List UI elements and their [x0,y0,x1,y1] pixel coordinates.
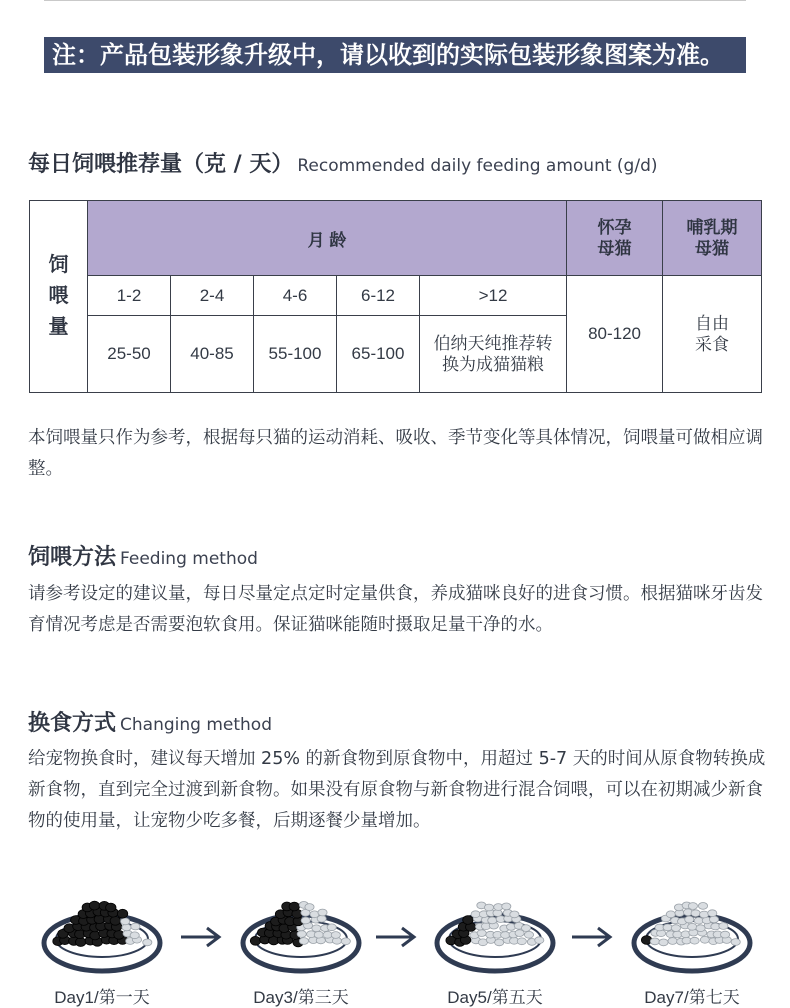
age-cell: 2-4 [171,276,254,316]
new-food-kibble [510,911,519,918]
new-food-kibble [131,923,140,930]
feeding-amount-note: 本饲喂量只作为参考，根据每只猫的运动消耗、吸收、季节变化等具体情况，饲喂量可做相应调整。 [28,428,763,479]
changing-method-heading [28,706,272,737]
new-food-kibble [700,936,709,943]
nursing-header-text: 哺乳期母猫 [686,218,738,258]
new-food-kibble [477,930,486,937]
old-food-kibble [76,938,86,947]
old-food-kibble [289,902,299,911]
new-food-kibble [517,938,526,945]
new-food-kibble [341,938,350,945]
new-food-kibble [121,918,130,925]
old-food-kibble [463,916,473,925]
feeding-amount-row-header [30,201,88,393]
new-food-kibble [721,931,730,938]
new-food-kibble [663,924,672,931]
new-food-kibble [130,932,139,939]
changing-method-title-cn: 换食方式 [28,711,117,736]
new-food-kibble [691,910,700,917]
age-cell: 4-6 [254,276,337,316]
new-food-kibble [299,938,308,945]
amount-cell: 25-50 [88,316,171,393]
packaging-notice-banner: 注：产品包装形象升级中，请以收到的实际包装形象图案为准。 [44,37,746,73]
old-food-kibble [117,909,127,918]
new-food-kibble [700,911,709,918]
new-food-kibble [709,916,718,923]
new-food-kibble [666,911,675,918]
new-food-kibble [688,903,697,910]
daily-feeding-title-en: Recommended daily feeding amount (g/d) [297,156,658,176]
step-label-day3: Day3/第三天 [253,988,349,1007]
new-food-kibble [690,937,699,944]
new-food-kibble [297,931,306,938]
new-food-kibble [305,904,314,911]
pregnant-header-text: 怀孕母猫 [597,218,632,258]
old-food-kibble [89,901,99,910]
step-label-day1: Day1/第一天 [54,988,150,1007]
new-food-kibble [331,932,340,939]
pregnant-cat-header [567,201,663,276]
feeding-amount-table [29,200,762,393]
pregnant-amount-cell: 80-120 [567,276,663,393]
new-food-kibble [524,931,533,938]
feeding-method-heading [28,540,258,571]
amount-cell: 40-85 [171,316,254,393]
new-food-kibble [685,916,694,923]
daily-feeding-heading [28,147,658,178]
new-food-kibble [521,925,530,932]
new-food-kibble [650,938,659,945]
amount-cell: 55-100 [254,316,337,393]
old-food-kibble [114,930,124,939]
feeding-method-title-en: Feeding method [120,549,258,569]
new-food-kibble [312,925,321,932]
daily-feeding-title-cn: 每日饲喂推荐量（克 / 天） [28,152,294,177]
nursing-amount-text: 自由采食 [695,314,730,354]
new-food-kibble [484,904,493,911]
new-food-kibble [327,924,336,931]
new-food-kibble [698,903,707,910]
age-cell: 1-2 [88,276,171,316]
old-food-kibble [106,903,116,912]
food-bowl-day1 [40,885,164,977]
food-bowl-day3 [239,885,363,977]
new-food-kibble [318,909,327,916]
arrow-right-icon [374,925,418,949]
old-food-kibble [110,916,120,925]
new-food-kibble [668,938,677,945]
new-food-kibble [495,939,504,946]
adult-conversion-text: 伯纳天纯推荐转换为成猫猫粮 [433,334,553,374]
adult-conversion-cell [420,316,567,393]
new-food-kibble [301,917,310,924]
new-food-kibble [688,923,697,930]
changing-method-title-en: Changing method [120,715,272,735]
arrow-right-icon [179,925,223,949]
new-food-kibble [708,910,717,917]
nursing-cat-header [663,201,762,276]
feeding-method-title-cn: 饲喂方法 [28,545,117,570]
new-food-kibble [731,939,740,946]
food-bowl-day7 [630,885,754,977]
changing-method-body: 给宠物换食时，建议每天增加 25% 的新食物到原食物中，用超过 5-7 天的时间从原食物转换成新食物，直到完全过渡到新食物。如果没有原食物与新食物进行混合饲喂，可以在初期减少新食物的使用量，让宠物少吃多餐，后期逐餐少量增加。 [28,749,766,831]
new-food-kibble [659,939,668,946]
row-header-text: 饲喂量 [48,254,69,338]
top-divider [44,0,746,1]
new-food-kibble [471,911,480,918]
step-label-day5: Day5/第五天 [447,988,543,1007]
age-months-header: 月 龄 [88,201,567,276]
amount-cell: 65-100 [337,316,420,393]
new-food-kibble [502,903,511,910]
new-food-kibble [671,925,680,932]
new-food-kibble [314,931,323,938]
arrow-right-icon [570,925,614,949]
food-bowl-day5 [433,885,557,977]
nursing-amount-cell [663,276,762,393]
new-food-kibble [535,937,544,944]
feeding-method-body: 请参考设定的建议量，每日尽量定点定时定量供食，养成猫咪良好的进食习惯。根据猫咪牙齿发育情况考虑是否需要泡软食用。保证猫咪能随时摄取足量干净的水。 [28,584,763,635]
age-cell: >12 [420,276,567,316]
new-food-kibble [488,917,497,924]
new-food-kibble [143,939,152,946]
step-label-day7: Day7/第七天 [644,988,740,1007]
old-food-kibble [250,936,260,945]
age-cell: 6-12 [337,276,420,316]
new-food-kibble [501,932,510,939]
new-food-kibble [719,923,728,930]
